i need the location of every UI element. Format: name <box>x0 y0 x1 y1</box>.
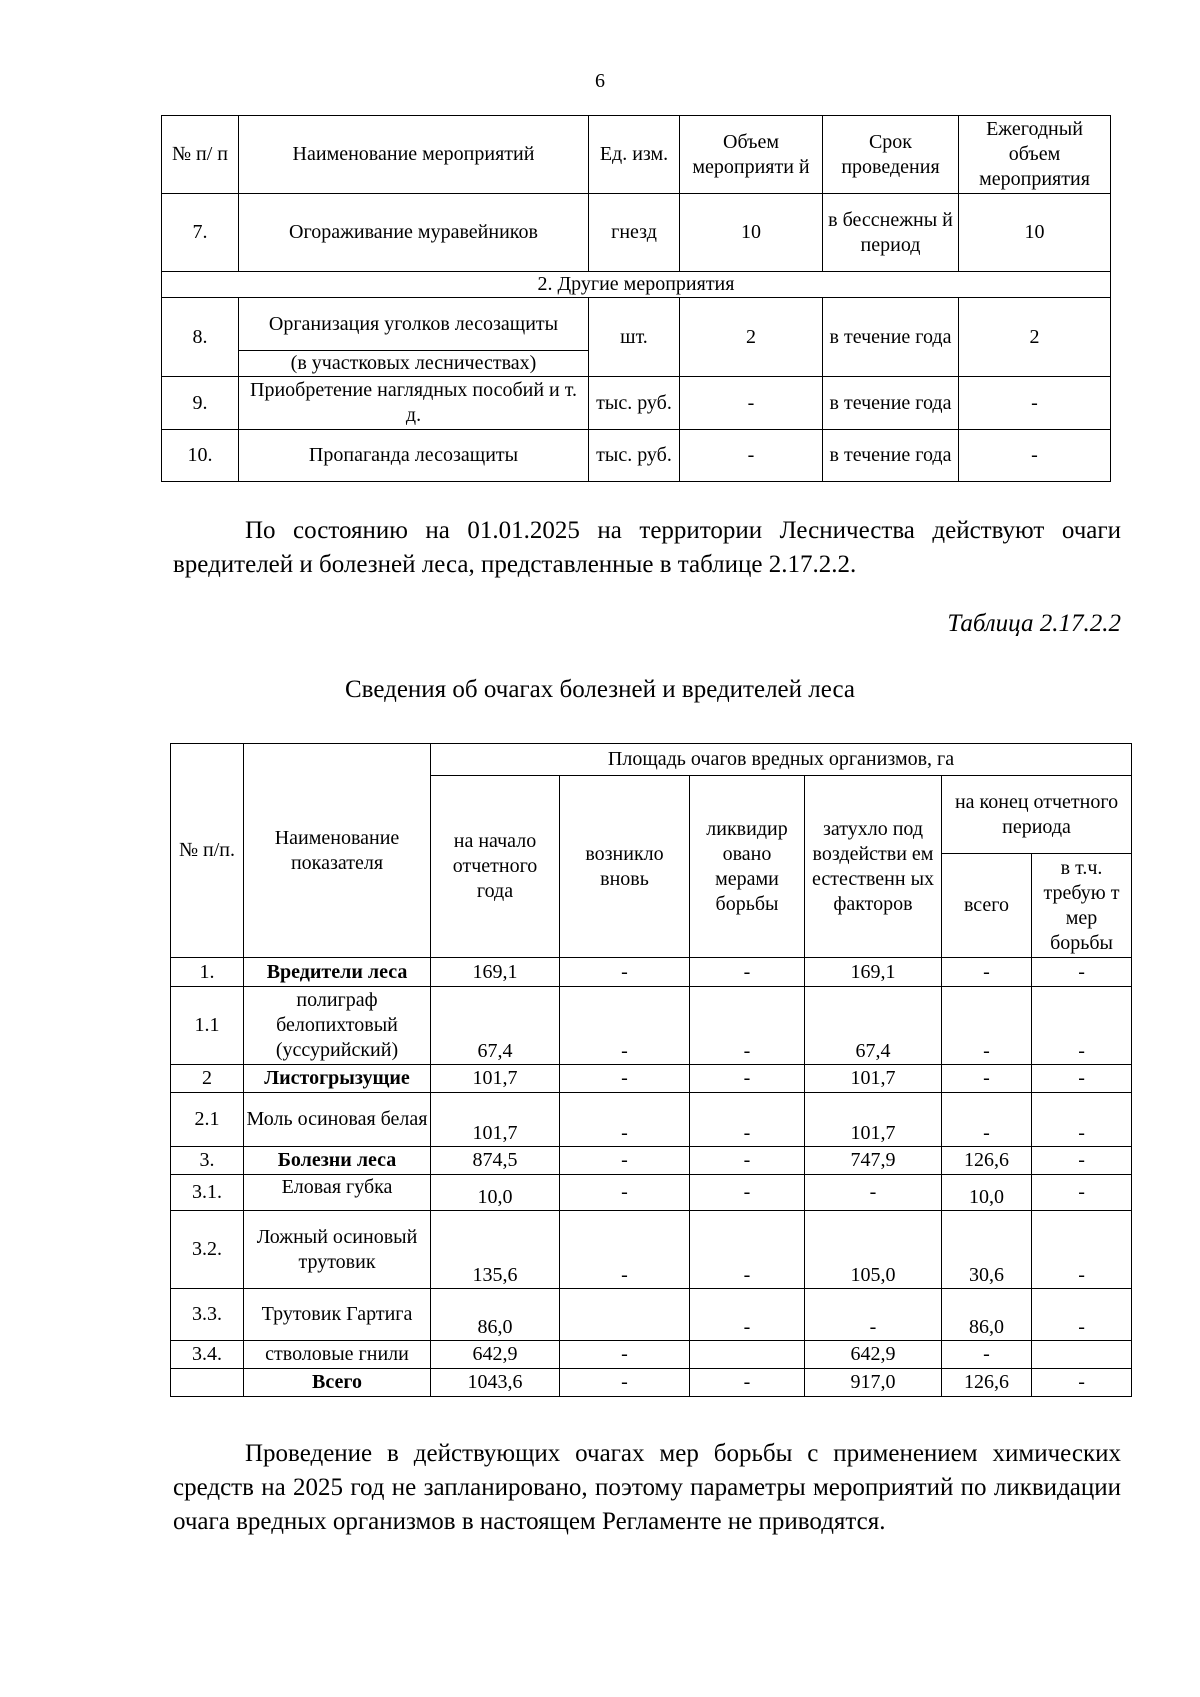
table-row <box>171 1093 1132 1147</box>
paragraph-2-text: Проведение в действующих очагах мер борьбы с применением химических средств на 2025 год не запланировано, поэтому параметры мероприятий по ликвидации очага вредных организмов в настоящем Регламенте не приводятся. <box>173 1440 1121 1535</box>
t1-cell-name: Огораживание муравейников <box>239 194 589 272</box>
table-row <box>171 1147 1132 1175</box>
t1-cell-num: 10. <box>162 430 239 482</box>
t2-cell-new: - <box>560 1147 690 1175</box>
t2-cell-start: 135,6 <box>431 1211 560 1289</box>
table-row <box>162 377 1111 430</box>
t2-cell-name: Всего <box>244 1369 431 1397</box>
t1-header-num: № п/ п <box>162 116 239 194</box>
t2-cell-start: 101,7 <box>431 1065 560 1093</box>
t2-cell-natural: 169,1 <box>805 958 942 987</box>
t2-cell-start: 642,9 <box>431 1341 560 1369</box>
t1-cell-term: в бесснежны й период <box>823 194 959 272</box>
t1-cell-annual: 10 <box>959 194 1111 272</box>
t2-cell-name: Еловая губка <box>244 1175 431 1211</box>
t2-cell-new: - <box>560 1341 690 1369</box>
t2-cell-total: 30,6 <box>942 1211 1032 1289</box>
t2-cell-new <box>560 1289 690 1341</box>
t2-cell-start: 169,1 <box>431 958 560 987</box>
t2-cell-total: 10,0 <box>942 1175 1032 1211</box>
t2-cell-liquidated <box>690 1341 805 1369</box>
table-row <box>171 1341 1132 1369</box>
t1-header-term: Срок проведения <box>823 116 959 194</box>
table-row <box>171 1289 1132 1341</box>
t2-cell-name: стволовые гнили <box>244 1341 431 1369</box>
measures-table <box>161 115 1111 482</box>
t2-cell-total: 86,0 <box>942 1289 1032 1341</box>
t2-cell-start: 10,0 <box>431 1175 560 1211</box>
t1-cell-annual: - <box>959 377 1111 430</box>
table-row <box>171 987 1132 1065</box>
table-row <box>171 1211 1132 1289</box>
t1-cell-unit: гнезд <box>589 194 680 272</box>
t2-cell-num: 3.3. <box>171 1289 244 1341</box>
t1-cell-term: в течение года <box>823 298 959 377</box>
t2-cell-num <box>171 1369 244 1397</box>
section-row <box>162 272 1111 298</box>
t1-cell-num: 8. <box>162 298 239 377</box>
t2-cell-new: - <box>560 1369 690 1397</box>
t2-cell-liquidated: - <box>690 958 805 987</box>
t1-cell-name: Приобретение наглядных пособий и т. д. <box>239 377 589 430</box>
t2-header-total: всего <box>942 854 1032 958</box>
t2-cell-start: 86,0 <box>431 1289 560 1341</box>
table-row <box>171 1369 1132 1397</box>
t2-cell-name: Моль осиновая белая <box>244 1093 431 1147</box>
t2-cell-name: Ложный осиновый трутовик <box>244 1211 431 1289</box>
t2-cell-natural: 642,9 <box>805 1341 942 1369</box>
t1-cell-num: 9. <box>162 377 239 430</box>
t2-cell-natural: - <box>805 1289 942 1341</box>
t2-cell-require: - <box>1032 1211 1132 1289</box>
t2-header-end: на конец отчетного периода <box>942 776 1132 854</box>
t1-cell-volume: 2 <box>680 298 823 377</box>
t2-cell-total: 126,6 <box>942 1147 1032 1175</box>
t2-cell-natural: 101,7 <box>805 1093 942 1147</box>
t2-cell-start: 874,5 <box>431 1147 560 1175</box>
t2-cell-num: 3.2. <box>171 1211 244 1289</box>
t1-header-volume: Объем мероприяти й <box>680 116 823 194</box>
table-title: Сведения об очагах болезней и вредителей леса <box>345 676 855 703</box>
t2-cell-total: 126,6 <box>942 1369 1032 1397</box>
t2-cell-new: - <box>560 1211 690 1289</box>
t2-cell-require: - <box>1032 987 1132 1065</box>
t2-cell-natural: 101,7 <box>805 1065 942 1093</box>
t2-cell-new: - <box>560 1175 690 1211</box>
t2-cell-natural: 917,0 <box>805 1369 942 1397</box>
page-number: 6 <box>595 70 605 92</box>
t2-cell-require <box>1032 1341 1132 1369</box>
t2-cell-num: 3. <box>171 1147 244 1175</box>
t1-cell-name: Организация уголков лесозащиты <box>239 298 589 351</box>
t1-cell-unit: тыс. руб. <box>589 430 680 482</box>
t2-cell-num: 3.1. <box>171 1175 244 1211</box>
t2-cell-num: 2.1 <box>171 1093 244 1147</box>
t2-cell-new: - <box>560 1065 690 1093</box>
t1-cell-volume: - <box>680 377 823 430</box>
t2-header-natural: затухло под воздействи ем естественн ых факторов <box>805 776 942 958</box>
paragraph-1 <box>173 514 1121 582</box>
t2-cell-num: 1.1 <box>171 987 244 1065</box>
t2-cell-num: 1. <box>171 958 244 987</box>
t2-cell-name: Вредители леса <box>244 958 431 987</box>
t2-cell-liquidated: - <box>690 1175 805 1211</box>
t1-section-title: 2. Другие мероприятия <box>162 272 1111 298</box>
paragraph-1-text: По состоянию на 01.01.2025 на территории Лесничества действуют очаги вредителей и болезней леса, представленные в таблице 2.17.2.2. <box>173 517 1121 578</box>
table-row <box>171 1065 1132 1093</box>
table-row <box>162 298 1111 351</box>
t2-cell-new: - <box>560 987 690 1065</box>
table-row <box>171 958 1132 987</box>
t2-cell-liquidated: - <box>690 1211 805 1289</box>
t2-cell-liquidated: - <box>690 1093 805 1147</box>
t1-cell-volume: - <box>680 430 823 482</box>
t2-header-new: возникло вновь <box>560 776 690 958</box>
t1-cell-annual: 2 <box>959 298 1111 377</box>
t2-cell-require: - <box>1032 1289 1132 1341</box>
t2-cell-total: - <box>942 958 1032 987</box>
table2-header-row <box>171 744 1132 776</box>
t2-cell-name: Листогрызущие <box>244 1065 431 1093</box>
t1-cell-unit: шт. <box>589 298 680 377</box>
t2-cell-start: 67,4 <box>431 987 560 1065</box>
t2-cell-start: 1043,6 <box>431 1369 560 1397</box>
table-number: Таблица 2.17.2.2 <box>947 610 1121 637</box>
t2-cell-liquidated: - <box>690 1065 805 1093</box>
t2-cell-liquidated: - <box>690 987 805 1065</box>
t2-cell-total: - <box>942 1065 1032 1093</box>
t2-cell-natural: - <box>805 1175 942 1211</box>
t2-cell-natural: 105,0 <box>805 1211 942 1289</box>
t2-cell-name: Трутовик Гартига <box>244 1289 431 1341</box>
t2-cell-total: - <box>942 1341 1032 1369</box>
t1-cell-num: 7. <box>162 194 239 272</box>
t2-cell-require: - <box>1032 1175 1132 1211</box>
t2-cell-liquidated: - <box>690 1147 805 1175</box>
t1-header-unit: Ед. изм. <box>589 116 680 194</box>
table-row <box>162 194 1111 272</box>
t2-cell-start: 101,7 <box>431 1093 560 1147</box>
t2-cell-require: - <box>1032 1065 1132 1093</box>
t1-cell-name-note: (в участковых лесничествах) <box>239 351 589 377</box>
t1-header-annual: Ежегодный объем мероприятия <box>959 116 1111 194</box>
t1-cell-unit: тыс. руб. <box>589 377 680 430</box>
t2-cell-require: - <box>1032 958 1132 987</box>
t1-cell-term: в течение года <box>823 430 959 482</box>
t2-header-liquidated: ликвидир овано мерами борьбы <box>690 776 805 958</box>
t2-cell-require: - <box>1032 1369 1132 1397</box>
t2-cell-num: 2 <box>171 1065 244 1093</box>
table-row <box>162 430 1111 482</box>
t1-cell-volume: 10 <box>680 194 823 272</box>
t2-header-area: Площадь очагов вредных организмов, га <box>431 744 1132 776</box>
t2-cell-new: - <box>560 958 690 987</box>
t2-cell-name: полиграф белопихтовый (уссурийский) <box>244 987 431 1065</box>
t2-cell-liquidated: - <box>690 1289 805 1341</box>
table-row <box>171 1175 1132 1211</box>
t2-cell-new: - <box>560 1093 690 1147</box>
t2-cell-num: 3.4. <box>171 1341 244 1369</box>
t1-header-name: Наименование мероприятий <box>239 116 589 194</box>
t1-cell-name: Пропаганда лесозащиты <box>239 430 589 482</box>
t2-cell-natural: 67,4 <box>805 987 942 1065</box>
t2-cell-total: - <box>942 987 1032 1065</box>
t1-cell-annual: - <box>959 430 1111 482</box>
t2-cell-natural: 747,9 <box>805 1147 942 1175</box>
t2-header-start: на начало отчетного года <box>431 776 560 958</box>
t2-header-name: Наименование показателя <box>244 744 431 958</box>
t1-cell-term: в течение года <box>823 377 959 430</box>
t2-header-num: № п/п. <box>171 744 244 958</box>
paragraph-2 <box>173 1437 1121 1539</box>
t2-cell-liquidated: - <box>690 1369 805 1397</box>
table1-header-row <box>162 116 1111 194</box>
t2-cell-name: Болезни леса <box>244 1147 431 1175</box>
t2-header-require: в т.ч. требую т мер борьбы <box>1032 854 1132 958</box>
pest-foci-table <box>170 743 1132 1397</box>
t2-cell-require: - <box>1032 1093 1132 1147</box>
t2-cell-total: - <box>942 1093 1032 1147</box>
t2-cell-require: - <box>1032 1147 1132 1175</box>
